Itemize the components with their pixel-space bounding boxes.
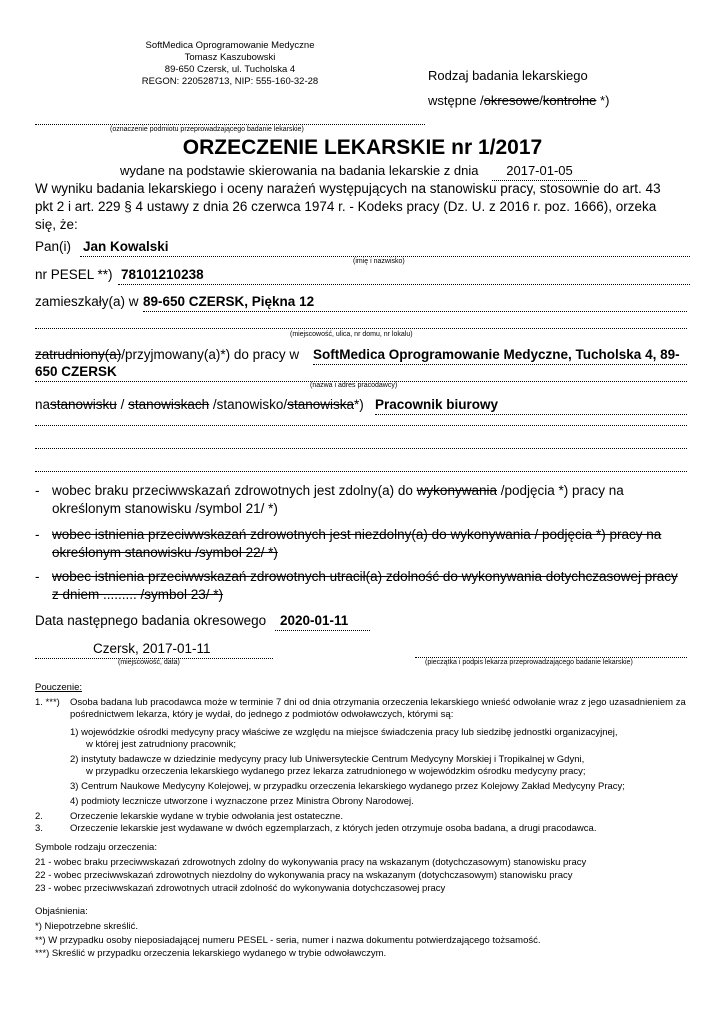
issuer-caption: (oznaczenie podmiotu przeprowadzającego badanie lekarskie)	[110, 126, 304, 133]
instr-s1b: w której jest zatrudniony pracownik;	[86, 739, 236, 750]
exam-type-initial: wstępne /	[428, 93, 484, 108]
instr-2: Orzeczenie lekarskie wydane w trybie odwołania jest ostateczne.	[70, 811, 343, 822]
verdict-2-dash: -	[35, 527, 40, 542]
employed-label: /przyjmowany(a)*) do pracy w	[121, 347, 300, 362]
intro-text: W wyniku badania lekarskiego i oceny narażeń występujących na stanowisku pracy, stosownie do art. 43 pkt 2 i art. 229 § 4 ustawy z dnia 26 czerwca 1974 r. - Kodeks pracy (Dz. U. z 2016 r. poz. 1666), orzeka się, że:	[35, 181, 661, 232]
stamp-caption: (pieczątka i podpis lekarza przeprowadzającego badanie lekarskie)	[425, 659, 633, 666]
verdict-1-dash: -	[35, 483, 40, 498]
verdict-1-text-b: /podjęcia *) pracy na	[500, 483, 624, 498]
verdict-2	[52, 526, 692, 562]
name-label: Pan(i)	[35, 239, 72, 254]
instructions-heading: Pouczenie:	[35, 682, 83, 693]
symbol-22: 22 - wobec przeciwwskazań zdrowotnych niezdolny do wykonywania pracy na wskazanym (dotychczasowym) stanowisku pracy	[35, 870, 573, 881]
verdict-1-text-c: określonym stanowisku /symbol 21/ *)	[52, 501, 278, 516]
pesel-value: 78101210238	[118, 266, 690, 285]
instr-s3: 3) Centrum Naukowe Medycyny Kolejowej, w przypadku orzeczenia lekarskiego wydanego przez Kolejowy Zakład Medycyny Pracy;	[70, 781, 625, 792]
instr-s2b: w przypadku orzeczenia lekarskiego wydanego przez lekarza zatrudnionego w wojewódzkim ośrodku medycyny pracy;	[86, 766, 586, 777]
note-1: *) Niepotrzebne skreślić.	[35, 921, 138, 932]
place-date: Czersk, 2017-01-11	[35, 640, 273, 659]
place-caption: (miejscowość, data)	[118, 659, 180, 666]
exam-type-control: kontrolne	[542, 93, 597, 108]
address-caption: (miejscowość, ulica, nr domu, nr lokalu)	[290, 331, 413, 338]
notes-heading: Objaśnienia:	[35, 906, 88, 917]
issuer-line-1: SoftMedica Oprogramowanie Medyczne	[145, 40, 315, 51]
position-value: Pracownik biurowy	[375, 396, 687, 415]
employer-line-2: 650 CZERSK	[35, 363, 687, 382]
instr-s2: 2) instytuty badawcze w dziedzinie medycyny pracy lub Uniwersyteckie Centrum Medycyny Morskiej i Tropikalnej w Gdyni,	[70, 754, 585, 765]
position-suffix: *)	[353, 397, 364, 412]
note-3: ***) Skreślić w przypadku orzeczenia lekarskiego wydanego w trybie odwoławczym.	[35, 948, 387, 959]
verdict-3-text: wobec istnienia przeciwwskazań zdrowotnych utracił(a) zdolność do wykonywania dotychczasowej pracy	[52, 569, 678, 584]
issued-label: wydane na podstawie skierowania na badania lekarskie z dnia	[120, 163, 479, 178]
issuer-dotted-line	[35, 112, 425, 125]
instr-3: Orzeczenie lekarskie jest wydawane w dwóch egzemplarzach, z których jeden otrzymuje osoba badana, a drugi pracodawca.	[70, 823, 597, 834]
exam-type-sep: /	[539, 93, 543, 108]
blank-line-2	[35, 436, 687, 449]
instr-s4: 4) podmioty lecznicze utworzone i wyznaczone przez Ministra Obrony Narodowej.	[70, 796, 414, 807]
position-struck-2: stanowiskach	[128, 397, 210, 412]
employment-row	[35, 346, 299, 364]
verdict-1	[52, 482, 692, 518]
verdict-3	[52, 568, 692, 604]
position-struck-1: stanowisku	[50, 397, 117, 412]
position-mid: /stanowisko/	[209, 397, 288, 412]
verdict-2-text-b: określonym stanowisku /symbol 22/ *)	[52, 545, 278, 560]
name-caption: (imię i nazwisko)	[353, 258, 405, 265]
verdict-1-text: wobec braku przeciwwskazań zdrowotnych jest zdolny(a) do	[52, 483, 413, 498]
address-line-2	[35, 318, 687, 329]
position-prefix: na	[35, 397, 51, 412]
exam-type-title: Rodzaj badania lekarskiego	[428, 68, 588, 83]
instr-1-num: 1. ***)	[35, 697, 60, 708]
verdict-1-struck: wykonywania	[416, 483, 497, 498]
document-title: ORZECZENIE LEKARSKIE nr 1/2017	[182, 136, 543, 159]
symbol-23: 23 - wobec przeciwwskazań zdrowotnych utracił zdolność do wykonywania dotychczasowej pracy	[35, 883, 446, 894]
instr-s1: 1) wojewódzkie ośrodki medycyny pracy właściwe ze względu na miejsce świadczenia pracy lub siedzibę jednostki organizacyjnej,	[70, 727, 618, 738]
employed-struck: zatrudniony(a)	[35, 347, 122, 362]
symbols-heading: Symbole rodzaju orzeczenia:	[35, 842, 157, 853]
next-exam-date: 2020-01-11	[275, 612, 370, 631]
instr-1: Osoba badana lub pracodawca może w terminie 7 dni od dnia otrzymania orzeczenia lekarskiego wnieść odwołanie wraz z jego uzasadnieniem za pośrednictwem lekarza, który je wydał, do jednego z podmiotów odwoławczych, którymi są:	[70, 697, 686, 720]
next-exam-label: Data następnego badania okresowego	[35, 613, 267, 628]
symbol-21: 21 - wobec braku przeciwwskazań zdrowotnych zdolny do wykonywania pracy na wskazanym (dotychczasowym) stanowisku pracy	[35, 857, 587, 868]
verdict-2-text: wobec istnienia przeciwwskazań zdrowotnych jest niezdolny(a) do wykonywania / podjęcia *) pracy na	[52, 527, 662, 542]
verdict-3-dash: -	[35, 569, 40, 584]
person-name: Jan Kowalski	[80, 238, 690, 257]
issuer-line-4: REGON: 220528713, NIP: 555-160-32-28	[141, 76, 319, 87]
issuer-line-3: 89-650 Czersk, ul. Tucholska 4	[164, 64, 296, 75]
issuer-block	[0, 40, 460, 88]
blank-line-3	[35, 459, 687, 472]
exam-type-options	[428, 93, 609, 108]
instr-3-num: 3.	[35, 823, 43, 834]
blank-line-1	[35, 413, 687, 426]
pesel-label: nr PESEL **)	[35, 267, 113, 282]
note-2: **) W przypadku osoby nieposiadającej numeru PESEL - seria, numer i nazwa dokumentu potwierdzającego tożsamość.	[35, 935, 541, 946]
instr-2-num: 2.	[35, 811, 43, 822]
issuer-line-2: Tomasz Kaszubowski	[184, 52, 276, 63]
address-value: 89-650 CZERSK, Piękna 12	[143, 293, 687, 312]
employer-line-1: SoftMedica Oprogramowanie Medyczne, Tucholska 4, 89-	[313, 346, 687, 365]
position-sep: /	[116, 397, 129, 412]
exam-type-periodic: okresowe	[483, 93, 540, 108]
stamp-line	[415, 645, 687, 658]
employer-caption: (nazwa i adres pracodawcy)	[310, 382, 398, 389]
issued-date: 2017-01-05	[492, 162, 587, 181]
address-label: zamieszkały(a) w	[35, 294, 139, 309]
position-row	[35, 396, 364, 414]
exam-type-suffix: *)	[596, 93, 610, 108]
verdict-3-text-b: z dniem ......... /symbol 23/ *)	[52, 587, 224, 602]
position-struck-3: stanowiska	[287, 397, 354, 412]
